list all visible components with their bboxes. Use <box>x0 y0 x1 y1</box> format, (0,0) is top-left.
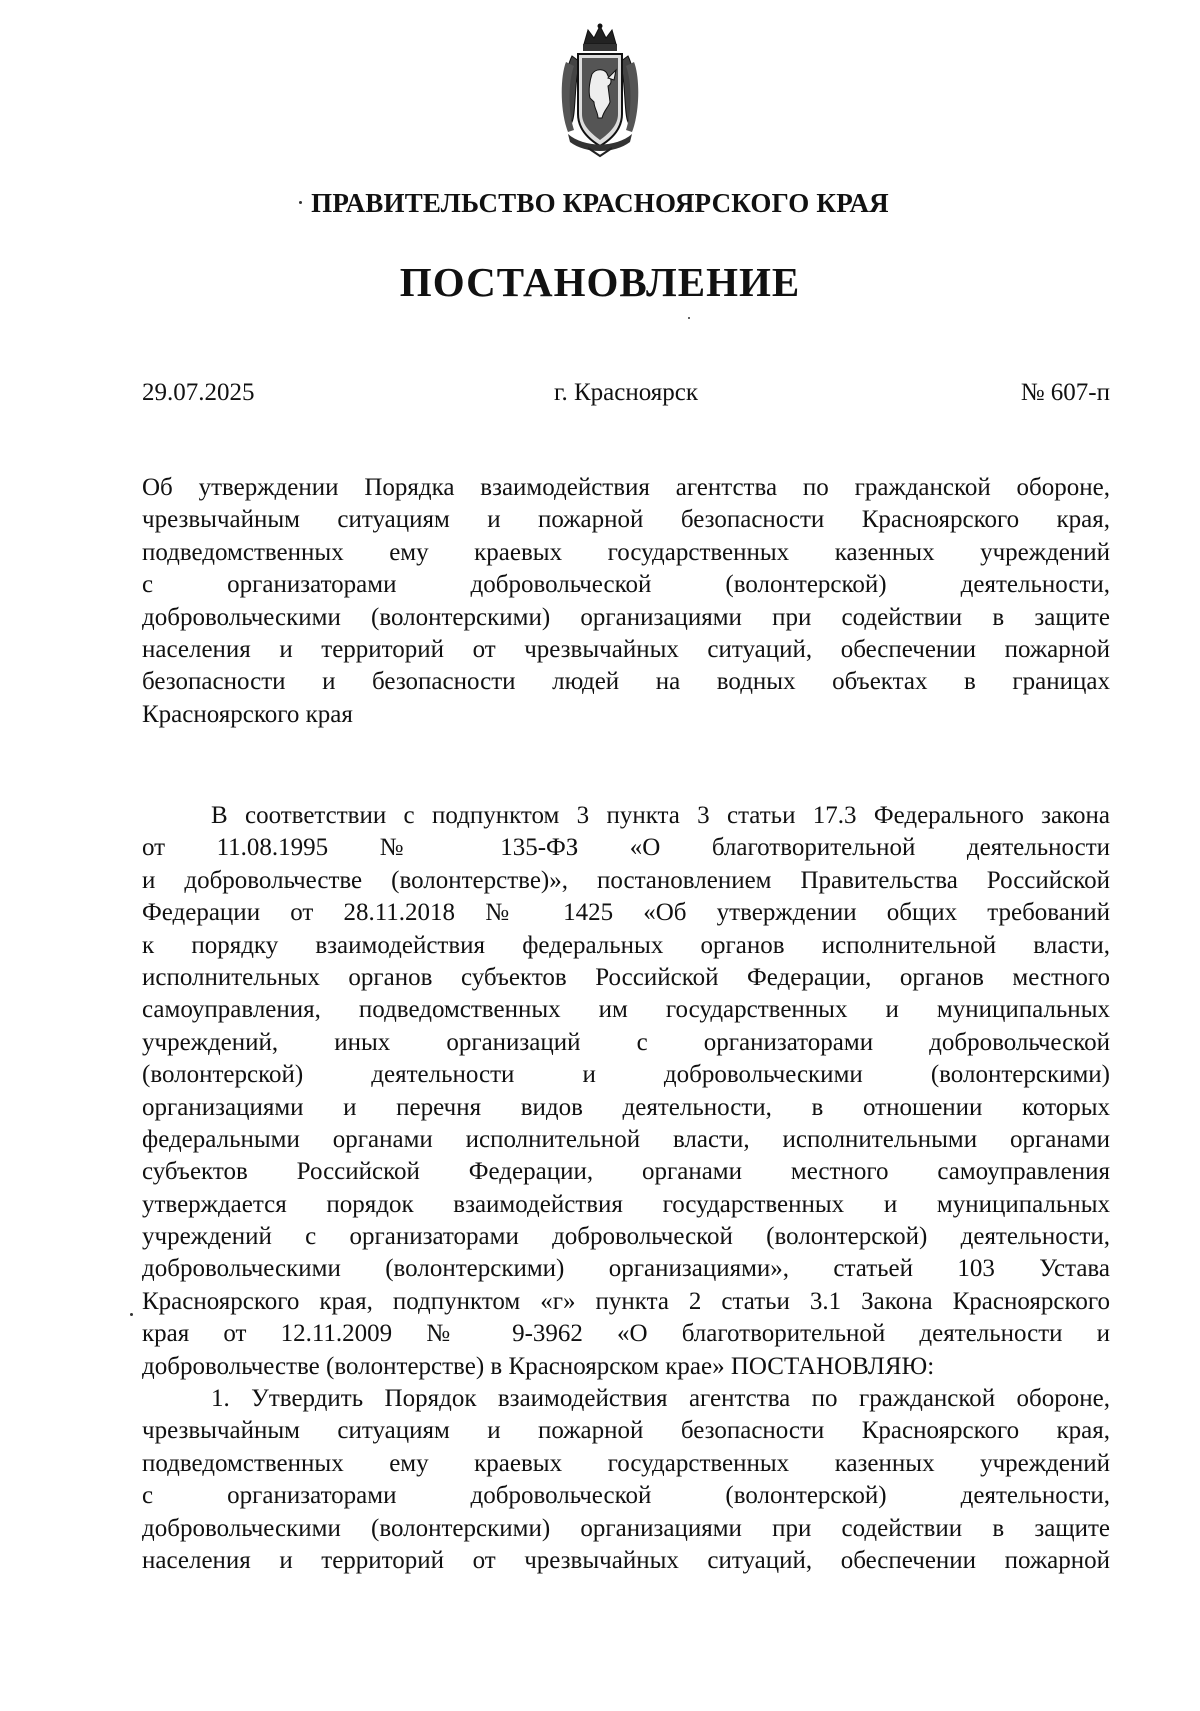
title-line: добровольческими (волонтерскими) организациями при содействии в защите <box>142 603 1110 631</box>
body-line: исполнительных органов субъектов Российской Федерации, органов местного <box>142 963 1110 991</box>
title-line: Об утверждении Порядка взаимодействия агентства по гражданской обороне, <box>142 474 1110 501</box>
body-line: Красноярского края, подпунктом «г» пункта 2 статьи 3.1 Закона Красноярского <box>142 1287 1110 1315</box>
document-city: г. Красноярск <box>554 379 698 406</box>
body-line: В соответствии с подпунктом 3 пункта 3 статьи 17.3 Федерального закона <box>211 802 1110 829</box>
body-line: и добровольчестве (волонтерстве)», постановлением Правительства Российской <box>142 866 1110 894</box>
body-line: организациями и перечня видов деятельности, в отношении которых <box>142 1093 1110 1121</box>
title-line: чрезвычайным ситуациям и пожарной безопасности Красноярского края, <box>142 506 1110 534</box>
title-line: с организаторами добровольческой (волонтерской) деятельности, <box>142 571 1110 599</box>
body-line: 1. Утвердить Порядок взаимодействия агентства по гражданской обороне, <box>211 1385 1110 1413</box>
title-line: безопасности и безопасности людей на водных объектах в границах <box>142 668 1110 696</box>
document-meta-row <box>142 379 1110 413</box>
body-line: к порядку взаимодействия федеральных органов исполнительной власти, <box>142 931 1110 959</box>
title-line: населения и территорий от чрезвычайных ситуаций, обеспечении пожарной <box>142 635 1110 663</box>
body-line: добровольческими (волонтерскими) организациями», статьей 103 Устава <box>142 1255 1110 1283</box>
resolution-title <box>142 472 1110 731</box>
body-line: с организаторами добровольческой (волонтерской) деятельности, <box>142 1482 1110 1510</box>
title-line: Красноярского края <box>142 700 353 728</box>
document-type-heading: ПОСТАНОВЛЕНИЕ <box>399 259 801 305</box>
body-line: края от 12.11.2009 № 9-3962 «О благотворительной деятельности и <box>142 1320 1110 1348</box>
coat-of-arms-emblem <box>558 22 642 158</box>
body-line: населения и территорий от чрезвычайных ситуаций, обеспечении пожарной <box>142 1546 1110 1574</box>
document-date: 29.07.2025 <box>142 379 255 406</box>
scan-speck <box>688 317 690 319</box>
body-line: подведомственных ему краевых государственных казенных учреждений <box>142 1449 1110 1477</box>
body-line: добровольческими (волонтерскими) организациями при содействии в защите <box>142 1514 1110 1542</box>
body-line: федеральными органами исполнительной власти, исполнительными органами <box>142 1125 1110 1153</box>
government-title: ПРАВИТЕЛЬСТВО КРАСНОЯРСКОГО КРАЯ <box>311 188 889 218</box>
body-line: учреждений, иных организаций с организаторами добровольческой <box>142 1028 1110 1056</box>
body-line: добровольчестве (волонтерстве) в Красноярском крае» ПОСТАНОВЛЯЮ: <box>142 1352 935 1380</box>
resolution-body <box>142 800 1110 1577</box>
body-line: утверждается порядок взаимодействия государственных и муниципальных <box>142 1190 1110 1218</box>
scan-speck <box>130 1313 133 1316</box>
scan-speck <box>299 201 302 204</box>
body-line: от 11.08.1995 № 135-ФЗ «О благотворительной деятельности <box>142 834 1110 862</box>
body-line: субъектов Российской Федерации, органами местного самоуправления <box>142 1158 1110 1186</box>
document-number: № 607-п <box>1020 379 1110 406</box>
body-line: чрезвычайным ситуациям и пожарной безопасности Красноярского края, <box>142 1417 1110 1445</box>
body-line: Федерации от 28.11.2018 № 1425 «Об утверждении общих требований <box>142 899 1110 927</box>
body-line: (волонтерской) деятельности и добровольческими (волонтерскими) <box>142 1061 1110 1089</box>
body-line: самоуправления, подведомственных им государственных и муниципальных <box>142 996 1110 1024</box>
title-line: подведомственных ему краевых государственных казенных учреждений <box>142 538 1110 566</box>
body-line: учреждений с организаторами добровольческой (волонтерской) деятельности, <box>142 1223 1110 1251</box>
